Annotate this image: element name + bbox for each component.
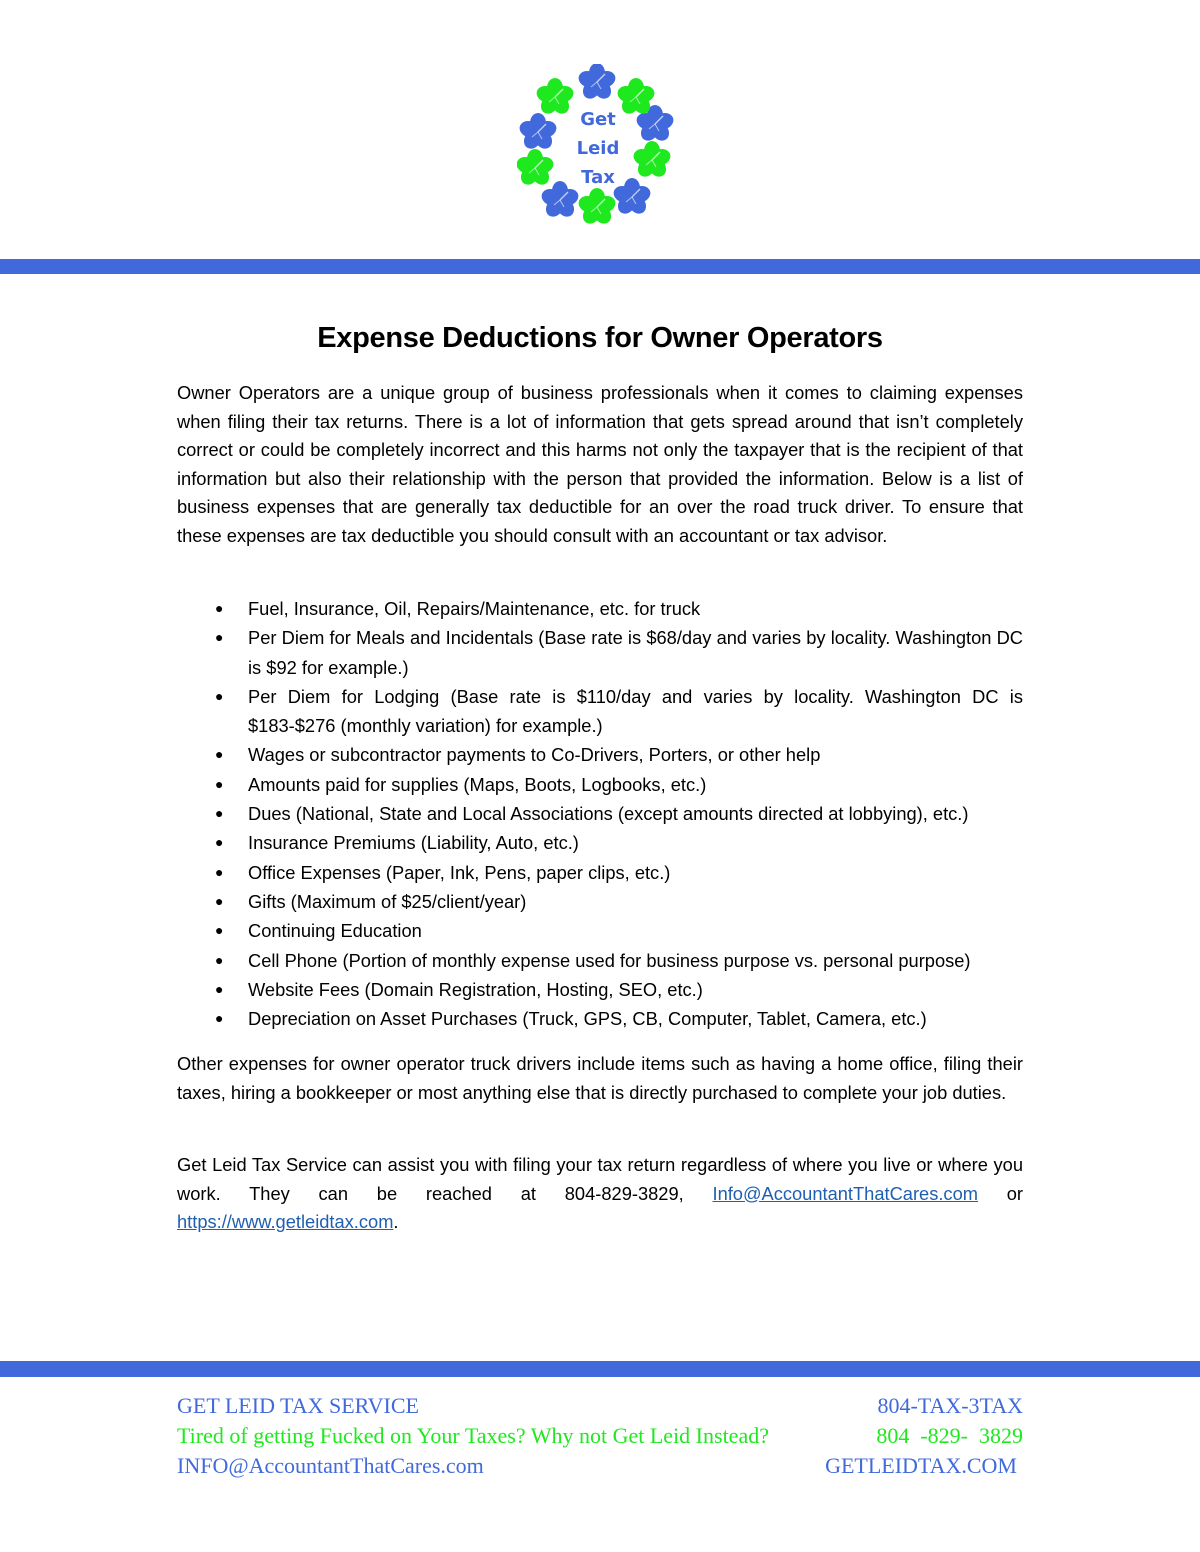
footer-website: GETLEIDTAX.COM <box>825 1453 1017 1478</box>
list-item-text: Per Diem for Lodging (Base rate is $110/day and varies by locality. Washington DC is $183-$276 (monthly variation) for example.) <box>248 685 1023 737</box>
list-item-text: Dues (National, State and Local Associations (except amounts directed at lobbying), etc.) <box>248 803 969 825</box>
bullet-icon: ● <box>215 687 224 704</box>
footer-divider-bar <box>0 1361 1200 1377</box>
list-item-text: Fuel, Insurance, Oil, Repairs/Maintenance, etc. for truck <box>248 598 701 619</box>
contact-text: Get Leid Tax Service can assist you with filing your tax return regardless of where you live or where you work. They can be reached at 804-829-3829, <box>177 1154 1023 1204</box>
list-item <box>177 623 1023 682</box>
bullet-icon: ● <box>215 775 224 792</box>
bullet-icon: ● <box>215 951 224 968</box>
intro-paragraph: Owner Operators are a unique group of business professionals when it comes to claiming expenses when filing their tax returns. There is a lot of information that gets spread around that isn’t completely correct or could be completely incorrect and this harms not only the taxpayer that is the recipient of that information but also their relationship with the person that provided the information. Below is a list of business expenses that are generally tax deductible for an over the road truck driver. To ensure that these expenses are tax deductible you should consult with an accountant or tax advisor. <box>177 382 1023 546</box>
list-item-text: Wages or subcontractor payments to Co-Drivers, Porters, or other help <box>248 744 821 766</box>
list-item <box>177 975 1023 1004</box>
list-item-text: Depreciation on Asset Purchases (Truck, GPS, CB, Computer, Tablet, Camera, etc.) <box>248 1008 927 1030</box>
bullet-icon: ● <box>215 834 224 851</box>
list-item-text: Amounts paid for supplies (Maps, Boots, Logbooks, etc.) <box>248 773 707 795</box>
list-item-text: Per Diem for Meals and Incidentals (Base rate is $68/day and varies by locality. Washington DC is $92 for example.) <box>248 627 1023 678</box>
footer-company-name: GET LEID TAX SERVICE <box>177 1393 419 1418</box>
get-leid-tax-logo <box>517 64 677 232</box>
footer-vanity-phone: 804-TAX-3TAX <box>877 1393 1023 1418</box>
list-item <box>177 770 1023 799</box>
list-item <box>177 594 1023 623</box>
bullet-icon: ● <box>215 746 224 763</box>
list-item-text: Gifts (Maximum of $25/client/year) <box>248 890 527 912</box>
page-title: Expense Deductions for Owner Operators <box>317 322 883 354</box>
hibiscus-wreath-icon <box>517 64 677 232</box>
list-item-text: Website Fees (Domain Registration, Hosting, SEO, etc.) <box>248 978 703 1000</box>
list-item-text: Insurance Premiums (Liability, Auto, etc.) <box>248 832 579 854</box>
contact-text-period: . <box>393 1211 399 1233</box>
email-link[interactable]: Info@AccountantThatCares.com <box>712 1182 978 1204</box>
bullet-icon: ● <box>215 600 224 616</box>
footer-row-contact <box>177 1451 1023 1481</box>
list-item <box>177 916 1023 945</box>
deductible-expense-list <box>177 594 1023 1033</box>
list-item <box>177 1004 1023 1033</box>
logo-text-tax: Tax <box>581 167 615 188</box>
bullet-icon: ● <box>215 863 224 880</box>
list-item-text: Office Expenses (Paper, Ink, Pens, paper clips, etc.) <box>248 861 671 883</box>
bullet-icon: ● <box>215 629 224 646</box>
list-item <box>177 946 1023 975</box>
other-expenses-paragraph: Other expenses for owner operator truck drivers include items such as having a home office, filing their taxes, hiring a bookkeeper or most anything else that is directly purchased to complete your job duties. <box>177 1053 1023 1103</box>
list-item <box>177 740 1023 769</box>
bullet-icon: ● <box>215 922 224 939</box>
contact-paragraph <box>177 1151 1023 1237</box>
header-divider-bar <box>0 259 1200 274</box>
footer-email: INFO@AccountantThatCares.com <box>177 1453 484 1478</box>
footer-row-tagline <box>177 1421 1023 1451</box>
footer-phone: 804 -829- 3829 <box>876 1423 1023 1448</box>
contact-text-or: or <box>977 1182 1024 1204</box>
list-item <box>177 799 1023 828</box>
website-link[interactable]: https://www.getleidtax.com <box>177 1211 394 1233</box>
bullet-icon: ● <box>215 805 224 822</box>
list-item <box>177 887 1023 916</box>
logo-text-leid: Leid <box>576 138 620 159</box>
list-item <box>177 828 1023 857</box>
list-item <box>177 858 1023 887</box>
list-item <box>177 682 1023 741</box>
bullet-icon: ● <box>215 980 224 997</box>
list-item-text: Continuing Education <box>248 920 422 942</box>
bullet-icon: ● <box>215 1010 224 1027</box>
footer-row-company <box>177 1391 1023 1421</box>
logo-text-get: Get <box>580 109 616 130</box>
bullet-icon: ● <box>215 892 224 909</box>
footer-tagline: Tired of getting Fucked on Your Taxes? Why not Get Leid Instead? <box>177 1423 769 1448</box>
list-item-text: Cell Phone (Portion of monthly expense used for business purpose vs. personal purpose) <box>248 949 971 971</box>
